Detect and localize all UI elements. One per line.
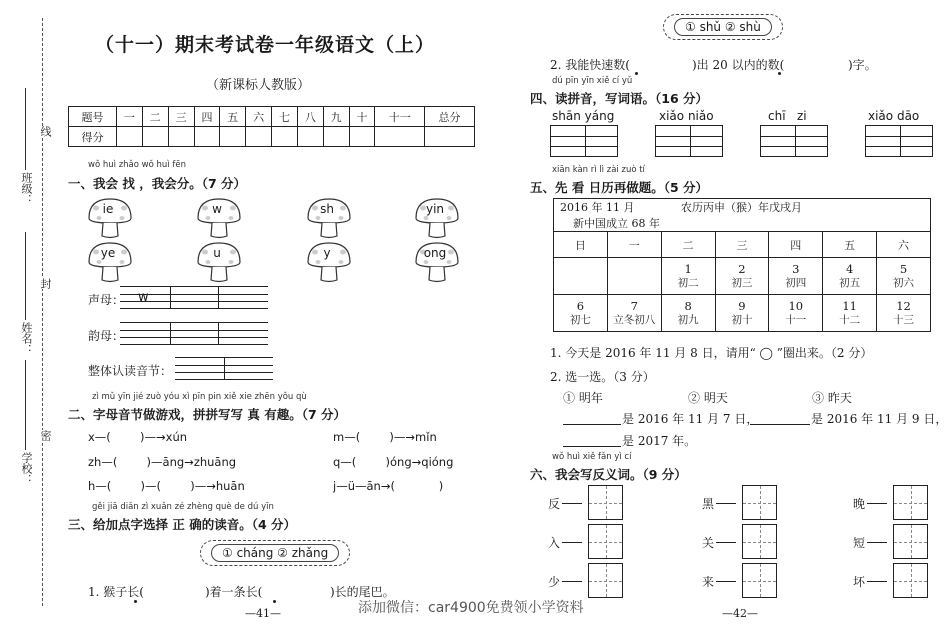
s5-q2: 2. 选一选。（3 分） — [550, 370, 655, 384]
calendar-day-number: 11 — [842, 299, 857, 313]
calendar-lunar-day: 立冬初八 — [613, 314, 656, 326]
calendar-day-number: 8 — [684, 299, 692, 313]
score-cell: 题号 — [69, 107, 117, 127]
s4-word-pinyin: chī zi — [768, 109, 807, 123]
calendar-lunar-day: 十二 — [839, 314, 861, 326]
s2-item[interactable]: j—ü—ān→( ) — [333, 479, 444, 493]
score-input-cell[interactable] — [425, 127, 475, 147]
score-input-cell[interactable] — [323, 127, 349, 147]
mushroom-card — [86, 240, 142, 286]
mushroom-label: yin — [425, 202, 445, 216]
weekday-cell: 四 — [769, 232, 823, 258]
score-cell: 十一 — [375, 107, 425, 127]
class-line — [25, 88, 26, 170]
calendar-day-number: 7 — [630, 299, 638, 313]
calendar-lunar-day: 十一 — [785, 314, 807, 326]
score-input-cell[interactable] — [349, 127, 375, 147]
calendar-day-cell[interactable] — [769, 258, 823, 295]
score-input-cell[interactable] — [297, 127, 323, 147]
score-table-score-row — [69, 127, 475, 147]
mushroom-card — [195, 240, 251, 286]
calendar-weekday-row — [554, 232, 931, 258]
antonym-word: 黑 — [702, 497, 715, 511]
zhengti-writing-lines[interactable] — [175, 357, 273, 380]
score-cell: 得分 — [69, 127, 117, 147]
s3-q2-part3: )字。 — [848, 58, 877, 72]
score-cell: 十 — [349, 107, 375, 127]
class-label: 班级： — [20, 172, 33, 205]
score-input-cell[interactable] — [246, 127, 272, 147]
s3-options-left — [200, 540, 350, 566]
emphasis-dot — [273, 600, 276, 603]
calendar-day-number: 6 — [576, 299, 585, 313]
shengmu-label: 声母： — [88, 293, 125, 307]
connector-dash — [562, 542, 582, 543]
weekday-cell: 二 — [661, 232, 715, 258]
calendar-day-cell[interactable] — [823, 295, 877, 332]
score-cell: 二 — [142, 107, 168, 127]
fill-blank[interactable] — [563, 412, 621, 425]
weekday-cell: 五 — [823, 232, 877, 258]
calendar-day-number: 1 — [684, 262, 692, 276]
calendar-lunar: 农历丙申（猴）年戊戌月 — [681, 201, 802, 214]
s3-q1-part1: 1. 猴子长( — [88, 585, 144, 599]
mushroom-label: w — [212, 202, 222, 216]
calendar-day-cell[interactable] — [607, 295, 661, 332]
calendar-day-cell[interactable] — [554, 258, 608, 295]
choice-item: ② 明天 — [688, 391, 728, 405]
yunmu-writing-lines[interactable] — [120, 322, 268, 345]
s5-pinyin: xiān kàn rì lì zài zuò tí — [552, 165, 645, 175]
connector-dash — [867, 542, 887, 543]
calendar-day-cell[interactable] — [607, 258, 661, 295]
calendar-lunar-day: 初三 — [731, 277, 753, 289]
calendar-week-row — [554, 295, 931, 332]
name-label: 姓名： — [20, 322, 33, 355]
page-subtitle: （新课标人教版） — [206, 78, 311, 93]
score-table — [68, 106, 475, 147]
left-page-number: —41— — [245, 607, 281, 620]
s2-item[interactable]: x—( )—→xún — [88, 430, 188, 444]
weekday-cell: 六 — [877, 232, 931, 258]
tian-grid-box[interactable] — [742, 485, 777, 520]
word-writing-grid[interactable] — [760, 125, 828, 157]
choice-item: ③ 昨天 — [812, 391, 852, 405]
calendar-day-cell[interactable] — [715, 295, 769, 332]
weekday-cell: 三 — [715, 232, 769, 258]
calendar-day-number: 12 — [896, 299, 911, 313]
binding-dashed-line — [42, 18, 43, 606]
calendar-day-number: 2 — [738, 262, 746, 276]
s1-heading: 一、我会 找 ，我会分。（7 分） — [68, 176, 247, 191]
calendar-day-number: 10 — [788, 299, 804, 313]
s4-pinyin: dú pīn yīn xiě cí yǔ — [552, 76, 633, 86]
tian-grid-box[interactable] — [893, 485, 928, 520]
s4-word-pinyin: shān yáng — [552, 109, 615, 123]
s2-pinyin: zì mǔ yīn jié zuò yóu xì pīn pin xiě xie zhēn yǒu qù — [92, 392, 307, 402]
calendar-week-row — [554, 258, 931, 295]
mushroom-card — [413, 240, 469, 286]
school-label: 学校： — [20, 452, 33, 485]
calendar-lunar-day: 初九 — [677, 314, 699, 326]
mushroom-label: sh — [320, 202, 334, 216]
s2-item[interactable]: m—( )—→mǐn — [333, 430, 437, 444]
name-line — [25, 232, 26, 320]
antonym-word: 少 — [548, 575, 561, 589]
s4-word-pinyin: xiǎo niǎo — [659, 109, 714, 123]
score-cell: 七 — [272, 107, 298, 127]
s4-heading: 四、读拼音，写词语。（16 分） — [530, 91, 708, 106]
s3-options-right-text: ① shǔ ② shù — [674, 18, 772, 36]
score-cell: 五 — [220, 107, 246, 127]
antonym-word: 晚 — [853, 497, 866, 511]
connector-dash — [562, 581, 582, 582]
score-input-cell[interactable] — [142, 127, 168, 147]
shengmu-example: w — [138, 290, 149, 305]
shengmu-writing-lines[interactable] — [120, 286, 268, 309]
calendar-month: 2016 年 11 月 — [560, 201, 635, 214]
s3-q1-part2: )着一条长( — [205, 585, 263, 599]
s3-pinyin: gěi jiā diǎn zì xuǎn zé zhèng què de dú yīn — [92, 502, 274, 512]
word-writing-grid[interactable] — [550, 125, 618, 157]
watermark-text: 添加微信：car4900免费领小学资料 — [358, 600, 584, 616]
score-input-cell[interactable] — [194, 127, 220, 147]
fill-blank[interactable] — [563, 434, 621, 447]
calendar-lunar-day: 初二 — [677, 277, 699, 289]
zhengti-label: 整体认读音节： — [88, 364, 173, 378]
mushroom-label: ye — [100, 246, 116, 260]
calendar-day-number: 5 — [899, 262, 908, 276]
connector-dash — [562, 503, 582, 504]
calendar-lunar-day: 初十 — [731, 314, 753, 326]
word-writing-grid[interactable] — [655, 125, 723, 157]
s3-q1-part3: )长的尾巴。 — [330, 585, 395, 599]
connector-dash — [867, 581, 887, 582]
calendar-lunar-day: 十三 — [893, 314, 915, 326]
antonym-word: 入 — [548, 536, 561, 550]
score-cell: 总分 — [425, 107, 475, 127]
s2-heading: 二、字母音节做游戏，拼拼写写 真 有趣。（7 分） — [68, 407, 347, 422]
choice-item: ① 明年 — [563, 391, 603, 405]
tian-grid-box[interactable] — [742, 524, 777, 559]
margin-label-seal: 封 — [39, 278, 52, 289]
calendar-day-cell[interactable] — [715, 258, 769, 295]
mushroom-card — [413, 196, 469, 242]
school-line — [25, 360, 26, 450]
s6-pinyin: wǒ huì xiě fǎn yì cí — [552, 452, 632, 462]
mushroom-label: u — [213, 246, 221, 260]
tian-grid-box[interactable] — [742, 563, 777, 598]
calendar-day-number: 9 — [738, 299, 746, 313]
weekday-cell: 一 — [607, 232, 661, 258]
score-cell: 三 — [168, 107, 194, 127]
antonym-word: 来 — [702, 575, 715, 589]
calendar-lunar-day: 初四 — [785, 277, 807, 289]
s2-item[interactable]: q—( )óng→qióng — [333, 455, 454, 469]
yunmu-label: 韵母： — [88, 329, 125, 343]
connector-dash — [716, 503, 736, 504]
fill-blank[interactable] — [750, 412, 810, 425]
calendar-day-number: 3 — [792, 262, 800, 276]
score-input-cell[interactable] — [375, 127, 425, 147]
tian-grid-box[interactable] — [893, 563, 928, 598]
weekday-cell: 日 — [554, 232, 608, 258]
emphasis-dot — [635, 72, 638, 75]
tian-grid-box[interactable] — [588, 485, 623, 520]
antonym-word: 关 — [702, 536, 715, 550]
score-input-cell[interactable] — [117, 127, 143, 147]
margin-label-secret: 密 — [39, 430, 52, 441]
calendar-table — [553, 198, 931, 332]
calendar-day-cell[interactable] — [877, 295, 931, 332]
score-cell: 六 — [246, 107, 272, 127]
calendar-day-cell[interactable] — [661, 258, 715, 295]
s2-item[interactable]: h—( )—( )—→huān — [88, 479, 245, 493]
s2-item[interactable]: zh—( )—āng→zhuāng — [88, 455, 237, 469]
mushroom-card — [305, 240, 361, 286]
s1-pinyin: wǒ huì zhǎo wǒ huì fēn — [88, 160, 186, 170]
connector-dash — [716, 581, 736, 582]
mushroom-card — [86, 196, 142, 242]
calendar-lunar-day: 初五 — [839, 277, 861, 289]
emphasis-dot — [134, 600, 137, 603]
tian-grid-box[interactable] — [893, 524, 928, 559]
antonym-word: 反 — [548, 497, 561, 511]
mushroom-label: y — [323, 246, 331, 260]
right-page-number: —42— — [722, 607, 758, 620]
score-cell: 九 — [323, 107, 349, 127]
calendar-title-row — [554, 199, 931, 232]
fill-text: 是 2017 年。 — [622, 434, 697, 448]
mushroom-label: ie — [102, 202, 114, 216]
antonym-word: 短 — [853, 536, 866, 550]
calendar-day-number: 4 — [846, 262, 854, 276]
s3-options-right — [663, 14, 783, 40]
fill-text: 是 2016 年 11 月 7 日， — [622, 412, 759, 426]
s4-word-pinyin: xiǎo dāo — [868, 109, 920, 123]
score-input-cell[interactable] — [220, 127, 246, 147]
s5-heading: 五、先 看 日历再做题。（5 分） — [530, 180, 709, 195]
score-cell: 一 — [117, 107, 143, 127]
score-input-cell[interactable] — [168, 127, 194, 147]
antonym-word: 坏 — [853, 575, 866, 589]
page-title: （十一）期末考试卷一年级语文（上） — [95, 34, 436, 56]
calendar-day-cell[interactable] — [877, 258, 931, 295]
calendar-day-cell[interactable] — [554, 295, 608, 332]
connector-dash — [867, 503, 887, 504]
mushroom-card — [195, 196, 251, 242]
score-input-cell[interactable] — [272, 127, 298, 147]
s3-q2-part2: )出 20 以内的数( — [692, 58, 785, 72]
fill-text: 是 2016 年 11 月 9 日， — [811, 412, 948, 426]
score-table-header-row — [69, 107, 475, 127]
calendar-lunar-day: 初七 — [569, 314, 591, 326]
s3-q2-part1: 2. 我能快速数( — [550, 58, 630, 72]
s6-heading: 六、我会写反义词。（9 分） — [530, 467, 687, 482]
calendar-anniversary: 新中国成立 68 年 — [573, 217, 660, 230]
emphasis-dot — [778, 72, 781, 75]
score-cell: 八 — [297, 107, 323, 127]
tian-grid-box[interactable] — [588, 563, 623, 598]
tian-grid-box[interactable] — [588, 524, 623, 559]
s3-heading: 三、给加点字选择 正 确的读音。（4 分） — [68, 517, 297, 532]
connector-dash — [716, 542, 736, 543]
s5-q1: 1. 今天是 2016 年 11 月 8 日，请用“ ◯ ”圈出来。（2 分） — [550, 346, 873, 360]
score-cell: 四 — [194, 107, 220, 127]
calendar-day-cell[interactable] — [823, 258, 877, 295]
calendar-day-cell[interactable] — [661, 295, 715, 332]
margin-label-line: 线 — [39, 126, 52, 137]
calendar-day-cell[interactable] — [769, 295, 823, 332]
mushroom-label: ong — [423, 246, 447, 260]
calendar-lunar-day: 初六 — [893, 277, 915, 289]
s3-options-left-text: ① cháng ② zhǎng — [211, 544, 339, 562]
word-writing-grid[interactable] — [865, 125, 933, 157]
mushroom-card — [305, 196, 361, 242]
